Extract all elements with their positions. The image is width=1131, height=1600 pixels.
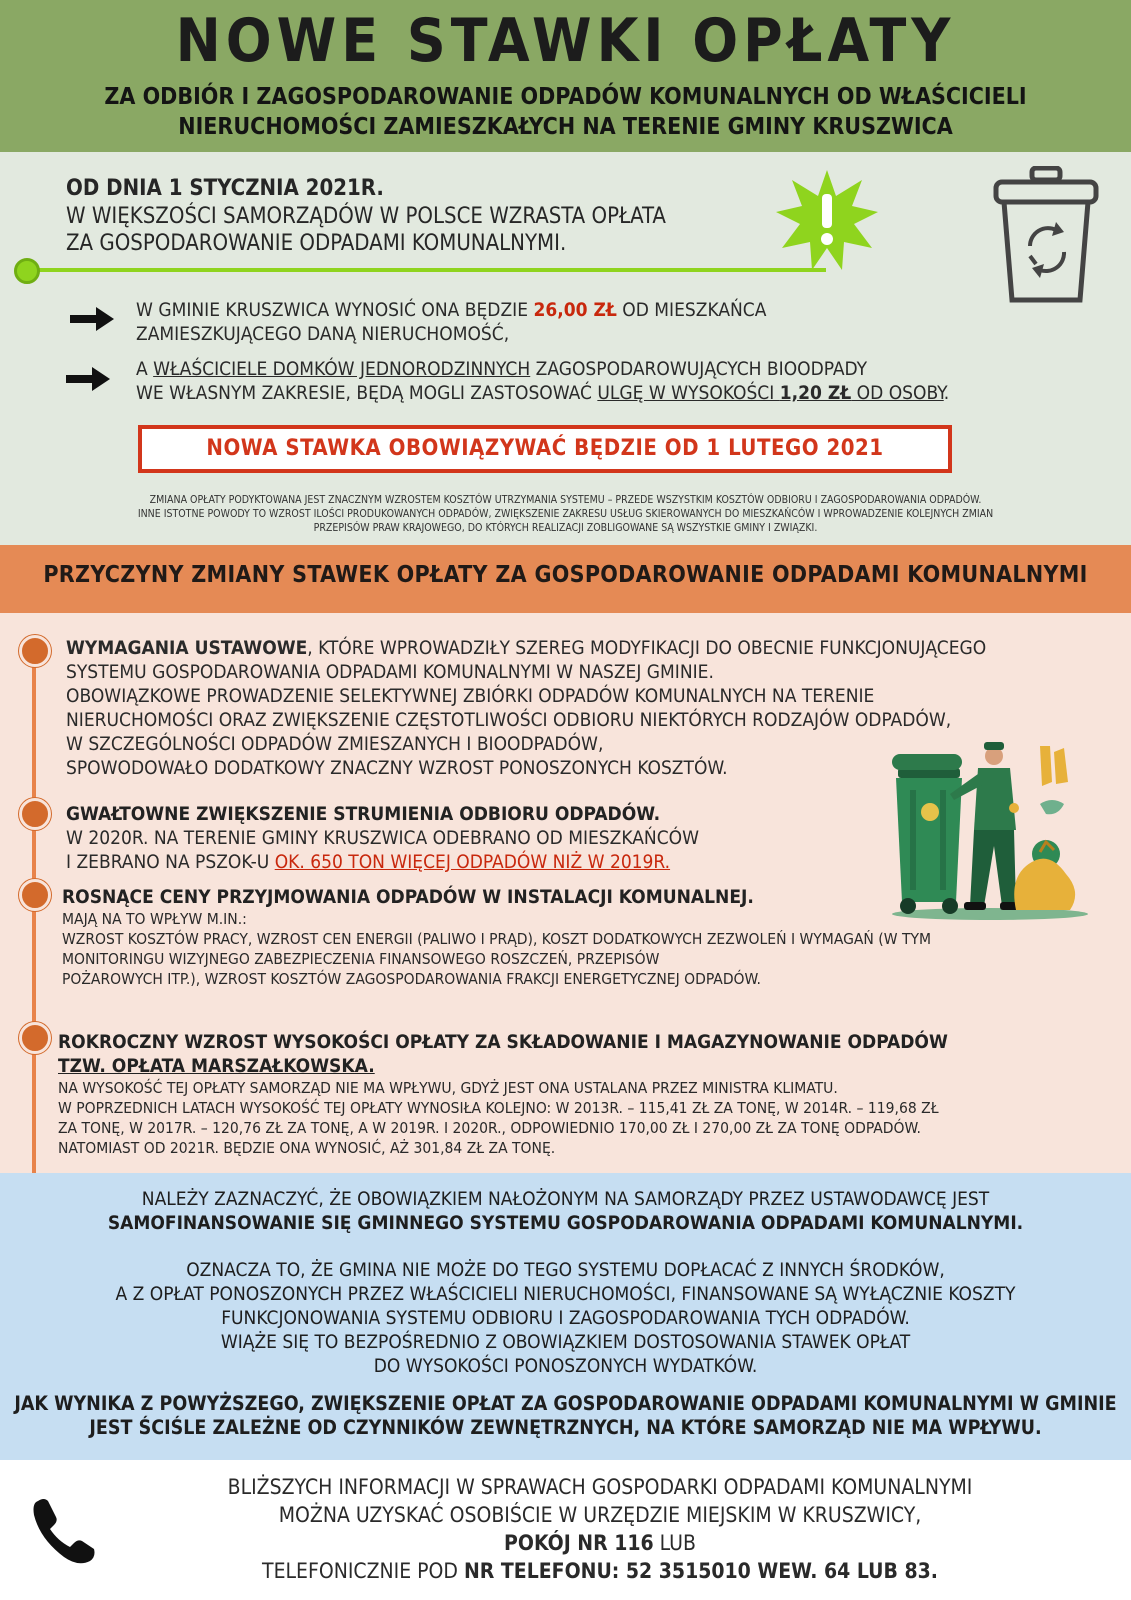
reason-line: W 2020R. NA TERENIE GMINY KRUSZWICA ODEBRANO OD MIESZKAŃCÓW: [66, 827, 700, 849]
reason-line: NATOMIAST OD 2021R. BĘDZIE ONA WYNOSIĆ, AŻ 301,84 ZŁ ZA TONĘ.: [58, 1139, 556, 1157]
reason-line: ZA TONĘ, W 2017R. – 120,76 ZŁ ZA TONĘ, A W 2019R. I 2020R., ODPOWIEDNIO 170,00 ZŁ I 270,00 ZŁ ZA TONĘ ODPADÓW.: [58, 1119, 921, 1137]
info-line: A Z OPŁAT PONOSZONYCH PRZEZ WŁAŚCICIELI NIERUCHOMOŚCI, FINANSOWANE SĄ WYŁĄCZNIE KOSZTY: [115, 1283, 1016, 1305]
rate-amount: 26,00 ZŁ: [533, 299, 617, 321]
reason-line: MAJĄ NA TO WPŁYW M.IN.:: [62, 910, 247, 928]
subtitle-line: NIERUCHOMOŚCI ZAMIESZKAŁYCH NA TERENIE GMINY KRUSZWICA: [178, 114, 953, 140]
reasons-title: PRZYCZYNY ZMIANY STAWEK OPŁATY ZA GOSPODAROWANIE ODPADAMI KOMUNALNYMI: [43, 562, 1088, 588]
page-subtitle: [0, 82, 1131, 142]
reason-2: GWAŁTOWNE ZWIĘKSZENIE STRUMIENIA ODBIORU ODPADÓW. W 2020R. NA TERENIE GMINY KRUSZWICA ODEBRANO OD MIESZKAŃCÓW I ZEBRANO NA PSZOK-U OK. 650 TON WIĘCEJ ODPADÓW NIŻ W 2019R.: [66, 802, 866, 874]
small-note-line: INNE ISTOTNE POWODY TO WZROST ILOŚCI PRODUKOWANYCH ODPADÓW, ZWIĘKSZENIE ZAKRESU USŁUG SKIEROWANYCH DO MIESZKAŃCÓW I WPROWADZENIE KOLEJNYCH ZMIAN: [137, 508, 994, 520]
info-line: SAMOFINANSOWANIE SIĘ GMINNEGO SYSTEMU GOSPODAROWANIA ODPADAMI KOMUNALNYMI.: [107, 1212, 1024, 1234]
reason-3: ROSNĄCE CENY PRZYJMOWANIA ODPADÓW W INSTALACJI KOMUNALNEJ. MAJĄ NA TO WPŁYW M.IN.: WZROST KOSZTÓW PRACY, WZROST CEN ENERGII (PALIWO I PRĄD), KOSZT DODATKOWYCH ZEZWOLEŃ I WYMAGAŃ (W TYM MONITORINGU WIZYJNEGO ZABEZPIECZENIA FINANSOWEGO ROSZCZEŃ, PRZEPISÓW POŻAROWYCH ITP.), WZROST KOSZTÓW ZAGOSPODAROWANIA FRAKCJI ENERGETYCZNEJ ODPADÓW.: [62, 885, 1122, 989]
text: TELEFONICZNIE POD: [262, 1559, 464, 1583]
owners-text: WŁAŚCICIELE DOMKÓW JEDNORODZINNYCH: [153, 358, 531, 380]
reason-heading: ROKROCZNY WZROST WYSOKOŚCI OPŁATY ZA SKŁADOWANIE I MAGAZYNOWANIE ODPADÓW: [58, 1031, 948, 1053]
bullet-rate: [136, 298, 766, 346]
phone-icon: [30, 1497, 104, 1567]
reason-subheading: TZW. OPŁATA MARSZAŁKOWSKA.: [58, 1055, 375, 1077]
small-note-line: PRZEPISÓW PRAW KRAJOWEGO, DO KTÓRYCH REALIZACJI ZOBLIGOWANE SĄ WSZYSTKIE GMINY I ZWIĄZKI.: [313, 522, 818, 534]
reason-line: SPOWODOWAŁO DODATKOWY ZNACZNY WZROST PONOSZONYCH KOSZTÓW.: [66, 757, 728, 779]
reason-line: POŻAROWYCH ITP.), WZROST KOSZTÓW ZAGOSPODAROWANIA FRAKCJI ENERGETYCZNEJ ODPADÓW.: [62, 970, 761, 988]
info-line: FUNKCJONOWANIA SYSTEMU ODBIORU I ZAGOSPODAROWANIA TYCH ODPADÓW.: [221, 1307, 910, 1329]
exclamation-burst-icon: [772, 166, 882, 276]
intro-line: ZA GOSPODAROWANIE ODPADAMI KOMUNALNYMI.: [66, 231, 567, 256]
reason-4: [58, 1030, 1123, 1158]
arrow-right-icon: [70, 307, 114, 331]
text: OD MIESZKAŃCA: [616, 299, 767, 321]
info-line: NALEŻY ZAZNACZYĆ, ŻE OBOWIĄZKIEM NAŁOŻONYM NA SAMORZĄDY PRZEZ USTAWODAWCĘ JEST: [141, 1188, 990, 1210]
reason-line: OBOWIĄZKOWE PROWADZENIE SELEKTYWNEJ ZBIÓRKI ODPADÓW KOMUNALNYCH NA TERENIE: [66, 685, 875, 707]
intro-line: W WIĘKSZOŚCI SAMORZĄDÓW W POLSCE WZRASTA OPŁATA: [66, 204, 666, 229]
text: A: [136, 358, 154, 380]
reason-heading: WYMAGANIA USTAWOWE: [66, 637, 308, 659]
info-line: WIĄŻE SIĘ TO BEZPOŚREDNIO Z OBOWIĄZKIEM DOSTOSOWANIA STAWEK OPŁAT: [220, 1331, 911, 1353]
info-line: OZNACZA TO, ŻE GMINA NIE MOŻE DO TEGO SYSTEMU DOPŁACAĆ Z INNYCH ŚRODKÓW,: [186, 1259, 945, 1281]
reason-heading: GWAŁTOWNE ZWIĘKSZENIE STRUMIENIA ODBIORU ODPADÓW: [66, 803, 654, 825]
divider-dot: [14, 258, 40, 284]
relief-text: [597, 382, 943, 404]
timeline-dot: [19, 1022, 51, 1054]
intro-divider: [26, 268, 826, 272]
info-line: DO WYSOKOŚCI PONOSZONYCH WYDATKÓW.: [373, 1355, 758, 1377]
text: , KTÓRE WPROWADZIŁY SZEREG MODYFIKACJI DO OBECNIE FUNKCJONUJĄCEGO: [307, 637, 987, 659]
recycle-bin-icon: [990, 166, 1102, 306]
reason-line: NA WYSOKOŚĆ TEJ OPŁATY SAMORZĄD NIE MA WPŁYWU, GDYŻ JEST ONA USTALANA PRZEZ MINISTRA KLIMATU.: [58, 1079, 838, 1097]
text: .: [943, 382, 950, 404]
footer-line: MOŻNA UZYSKAĆ OSOBIŚCIE W URZĘDZIE MIEJSKIM W KRUSZWICY,: [278, 1503, 922, 1527]
info-conclusion: JAK WYNIKA Z POWYŻSZEGO, ZWIĘKSZENIE OPŁAT ZA GOSPODAROWANIE ODPADAMI KOMUNALNYMI W GMINIE: [14, 1392, 1117, 1415]
text: ULGĘ W WYSOKOŚCI: [597, 382, 780, 404]
small-note-line: ZMIANA OPŁATY PODYKTOWANA JEST ZNACZNYM WZROSTEM KOSZTÓW UTRZYMANIA SYSTEMU – PRZEDE WSZYSTKIM KOSZTÓW ODBIORU I ZAGOSPODAROWANIA ODPADÓW.: [149, 494, 982, 506]
info-conclusion: JEST ŚCIŚLE ZALEŻNE OD CZYNNIKÓW ZEWNĘTRZNYCH, NA KTÓRE SAMORZĄD NIE MA WPŁYWU.: [89, 1416, 1042, 1439]
timeline-dot: [19, 635, 51, 667]
reason-heading: ROSNĄCE CENY PRZYJMOWANIA ODPADÓW W INSTALACJI KOMUNALNEJ: [62, 886, 748, 908]
reason-line: W POPRZEDNICH LATACH WYSOKOŚĆ TEJ OPŁATY WYNOSIŁA KOLEJNO: W 2013R. – 115,41 ZŁ ZA TONĘ, W 2014R. – 119,68 ZŁ: [58, 1099, 939, 1117]
subtitle-line: ZA ODBIÓR I ZAGOSPODAROWANIE ODPADÓW KOMUNALNYCH OD WŁAŚCICIELI: [104, 84, 1027, 110]
reason-line: SYSTEMU GOSPODAROWANIA ODPADAMI KOMUNALNYMI W NASZEJ GMINIE.: [66, 661, 714, 683]
footer-line: BLIŻSZYCH INFORMACJI W SPRAWACH GOSPODARKI ODPADAMI KOMUNALNYMI: [227, 1475, 973, 1499]
footer-room: [120, 1529, 1080, 1557]
tonnage-link: OK. 650 TON WIĘCEJ ODPADÓW NIŻ W 2019R.: [274, 851, 671, 873]
notice-text: NOWA STAWKA OBOWIĄZYWAĆ BĘDZIE OD 1 LUTEGO 2021: [206, 436, 884, 461]
bullet-relief: [136, 357, 949, 405]
relief-amount: 1,20 ZŁ: [779, 382, 852, 404]
text: ZAGOSPODAROWUJĄCYCH BIOODPADY: [530, 358, 868, 380]
effective-date-notice: [138, 425, 952, 473]
reason-line: W SZCZEGÓLNOŚCI ODPADÓW ZMIESZANYCH I BIOODPADÓW,: [66, 733, 604, 755]
text: I ZEBRANO NA PSZOK-U: [66, 851, 275, 873]
text: W GMINIE KRUSZWICA WYNOSIĆ ONA BĘDZIE: [136, 299, 534, 321]
text: WE WŁASNYM ZAKRESIE, BĘDĄ MOGLI ZASTOSOWAĆ: [136, 382, 598, 404]
timeline-dot: [19, 798, 51, 830]
small-note: [44, 493, 1087, 535]
text: ZAMIESZKUJĄCEGO DANĄ NIERUCHOMOŚĆ,: [136, 323, 510, 345]
phone-number: NR TELEFONU: 52 3515010 WEW. 64 LUB 83.: [463, 1559, 938, 1583]
text: OD OSOBY: [851, 382, 944, 404]
reason-line: MONITORINGU WIZYJNEGO ZABEZPIECZENIA FINANSOWEGO ROSZCZEŃ, PRZEPISÓW: [62, 950, 660, 968]
timeline-dot: [19, 879, 51, 911]
page-title: NOWE STAWKI OPŁATY: [175, 6, 956, 76]
reason-line: NIERUCHOMOŚCI ORAZ ZWIĘKSZENIE CZĘSTOTLIWOŚCI ODBIORU NIEKTÓRYCH RODZAJÓW ODPADÓW,: [66, 709, 952, 731]
footer-phone: [120, 1557, 1080, 1585]
arrow-right-icon: [66, 367, 110, 391]
room-number: POKÓJ NR 116: [504, 1531, 654, 1555]
text: LUB: [653, 1531, 696, 1555]
reason-line: WZROST KOSZTÓW PRACY, WZROST CEN ENERGII (PALIWO I PRĄD), KOSZT DODATKOWYCH ZEZWOLEŃ I WYMAGAŃ (W TYM: [62, 930, 932, 948]
intro-date: OD DNIA 1 STYCZNIA 2021R.: [66, 176, 384, 201]
